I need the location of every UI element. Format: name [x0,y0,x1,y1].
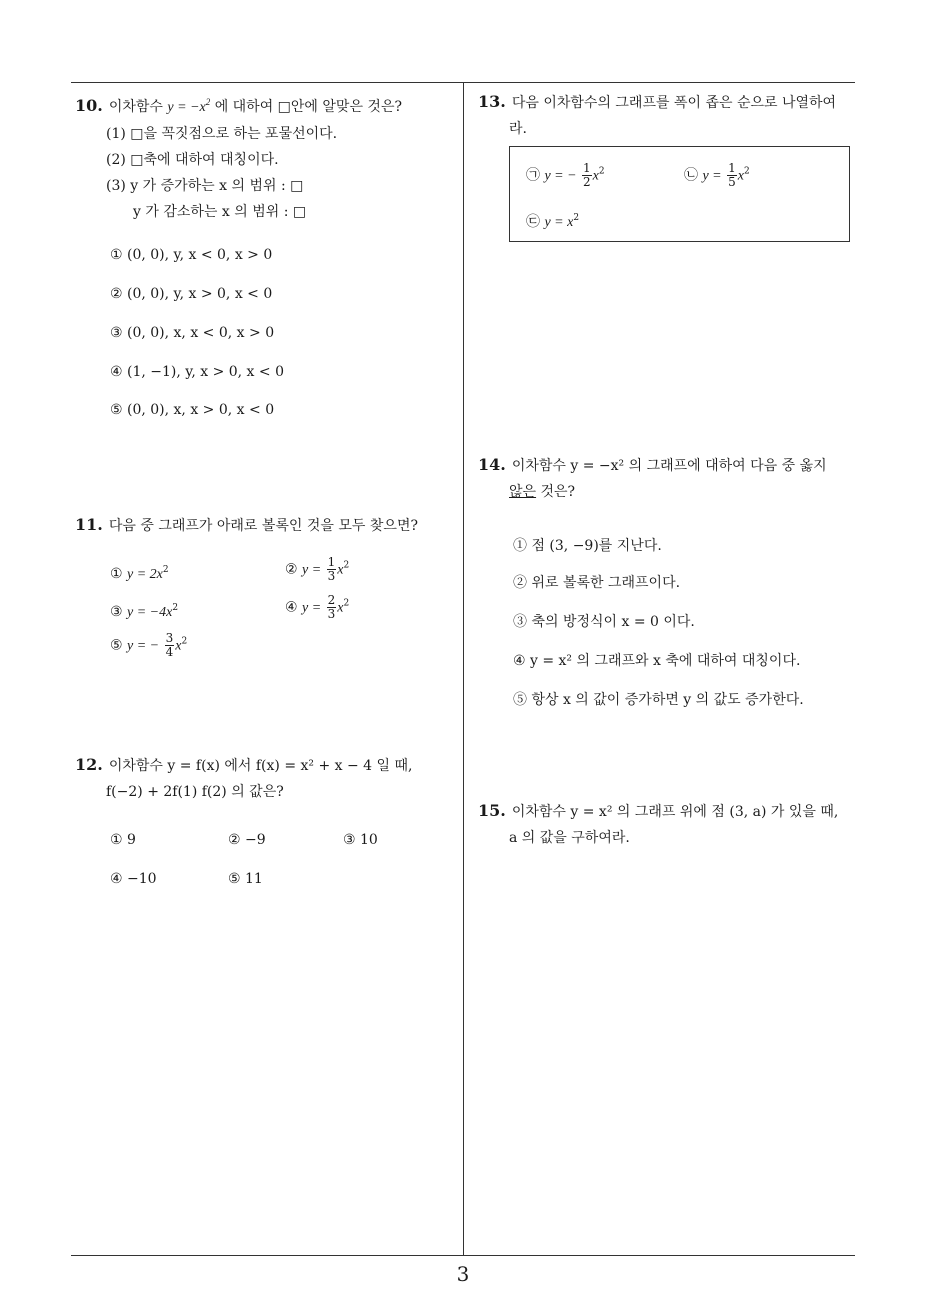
stem-text: 것은? [536,484,576,500]
choice-c [526,211,579,231]
option-2[interactable]: ② (0, 0), y, x > 0, x < 0 [110,286,273,302]
option-2[interactable]: ② 위로 볼록한 그래프이다. [513,575,681,591]
denominator: 5 [728,175,736,189]
question-13-stem [478,89,868,116]
stem-text: 다음 중 그래프가 아래로 볼록인 것을 모두 찾으면? [108,518,418,534]
question-14 [478,452,868,505]
math-text: y = [302,562,322,578]
option-2[interactable] [285,556,349,583]
option-mark: ⑤ [110,637,123,654]
exponent: 2 [162,565,169,575]
question-10-stem [75,89,455,121]
stem-text: 이차함수 y = x² 의 그래프 위에 점 (3, a) 가 있을 때, [511,804,839,820]
option-3[interactable]: ③ 축의 방정식이 x = 0 이다. [513,614,695,630]
question-11 [75,512,455,539]
condition-4: y 가 감소하는 x 의 범위 : □ [133,204,307,220]
denominator: 4 [165,645,174,659]
question-15-stem [478,798,868,825]
question-10 [75,89,455,225]
stem-text-line2: a 의 값을 구하여라. [509,830,630,846]
question-number: 13. [478,92,506,111]
fraction [582,162,592,189]
option-4[interactable]: ④ −10 [110,871,157,887]
option-4[interactable]: ④ (1, −1), y, x > 0, x < 0 [110,364,284,380]
option-1[interactable]: ① 9 [110,832,136,848]
option-mark: ③ [110,604,123,620]
column-divider [463,83,464,1256]
question-number: 14. [478,455,506,474]
numerator: 1 [728,161,736,175]
question-13 [478,89,868,142]
math-text: y = x [544,215,574,230]
question-number: 15. [478,801,506,820]
numerator: 3 [165,631,174,645]
question-number: 10. [75,96,103,115]
numerator: 2 [327,593,336,607]
option-5[interactable] [110,632,187,659]
option-1[interactable]: ① (0, 0), y, x < 0, x > 0 [110,247,273,263]
condition-1: (1) □을 꼭짓점으로 하는 포물선이다. [106,126,338,142]
option-mark: ② [285,561,298,578]
underlined-word: 않은 [509,484,537,500]
stem-text: 에 대하여 □안에 알맞은 것은? [214,99,402,115]
math-text: x [175,638,182,654]
math-text: y = [302,600,322,616]
math-text: x [592,168,599,184]
math-text: y = −4x [127,605,173,620]
option-4[interactable] [285,594,349,621]
option-4[interactable]: ④ y = x² 의 그래프와 x 축에 대하여 대칭이다. [513,653,801,669]
choice-a [526,162,605,189]
stem-text: 이차함수 [108,99,163,115]
math-text: y = [702,168,722,184]
option-mark: ④ [285,599,298,616]
question-12 [75,752,460,805]
math-text: y = − [544,168,577,184]
exponent: 2 [343,598,350,609]
choice-mark: ㉡ [684,167,698,184]
exponent: 2 [181,636,188,647]
exponent: 2 [598,166,605,177]
question-14-stem [478,452,868,479]
exponent: 2 [343,560,350,571]
option-3[interactable]: ③ 10 [343,832,378,848]
stem-text-line2: f(−2) + 2f(1) f(2) 의 값은? [106,784,284,800]
question-number: 11. [75,515,103,534]
stem-text: 다음 이차함수의 그래프를 폭이 좁은 순으로 나열하여 [511,95,837,111]
math-text: y = − [127,638,160,654]
stem-text-line2: 라. [509,121,527,137]
stem-math [167,97,211,115]
page-number: 3 [456,1262,470,1286]
fraction [327,594,337,621]
numerator: 1 [583,161,591,175]
option-5[interactable]: ⑤ 항상 x 의 값이 증가하면 y 의 값도 증가한다. [513,692,804,708]
question-12-stem [75,752,460,779]
stem-text-line2 [478,479,868,505]
option-3[interactable] [110,603,178,621]
question-15 [478,798,868,851]
bottom-rule [71,1255,855,1256]
choice-mark: ㉠ [526,167,540,184]
fraction [327,556,337,583]
math-text: y = 2x [127,567,163,582]
exponent: 2 [172,603,179,613]
denominator: 3 [327,607,336,621]
math-text: y = −x [167,100,206,115]
stem-text: 이차함수 y = f(x) 에서 f(x) = x² + x − 4 일 때, [108,758,413,774]
choice-b [684,162,750,189]
condition-3: (3) y 가 증가하는 x 의 범위 : □ [106,178,304,194]
numerator: 1 [327,555,336,569]
math-text: x [337,562,344,578]
denominator: 3 [327,569,336,583]
option-3[interactable]: ③ (0, 0), x, x < 0, x > 0 [110,325,275,341]
option-mark: ① [110,566,123,582]
denominator: 2 [583,175,591,189]
math-text: x [737,168,744,184]
option-1[interactable] [110,565,169,583]
exponent: 2 [205,97,211,107]
choice-mark: ㉢ [526,214,540,230]
question-number: 12. [75,755,103,774]
option-1[interactable]: ① 점 (3, −9)를 지난다. [513,538,662,554]
stem-text: 이차함수 y = −x² 의 그래프에 대하여 다음 중 옳지 [511,458,827,474]
fraction [165,632,175,659]
exponent: 2 [573,213,580,223]
option-5[interactable]: ⑤ (0, 0), x, x > 0, x < 0 [110,402,275,418]
option-2[interactable]: ② −9 [228,832,266,848]
fraction [727,162,737,189]
exponent: 2 [743,166,750,177]
option-5[interactable]: ⑤ 11 [228,871,263,887]
condition-2: (2) □축에 대하여 대칭이다. [106,152,279,168]
math-text: x [337,600,344,616]
